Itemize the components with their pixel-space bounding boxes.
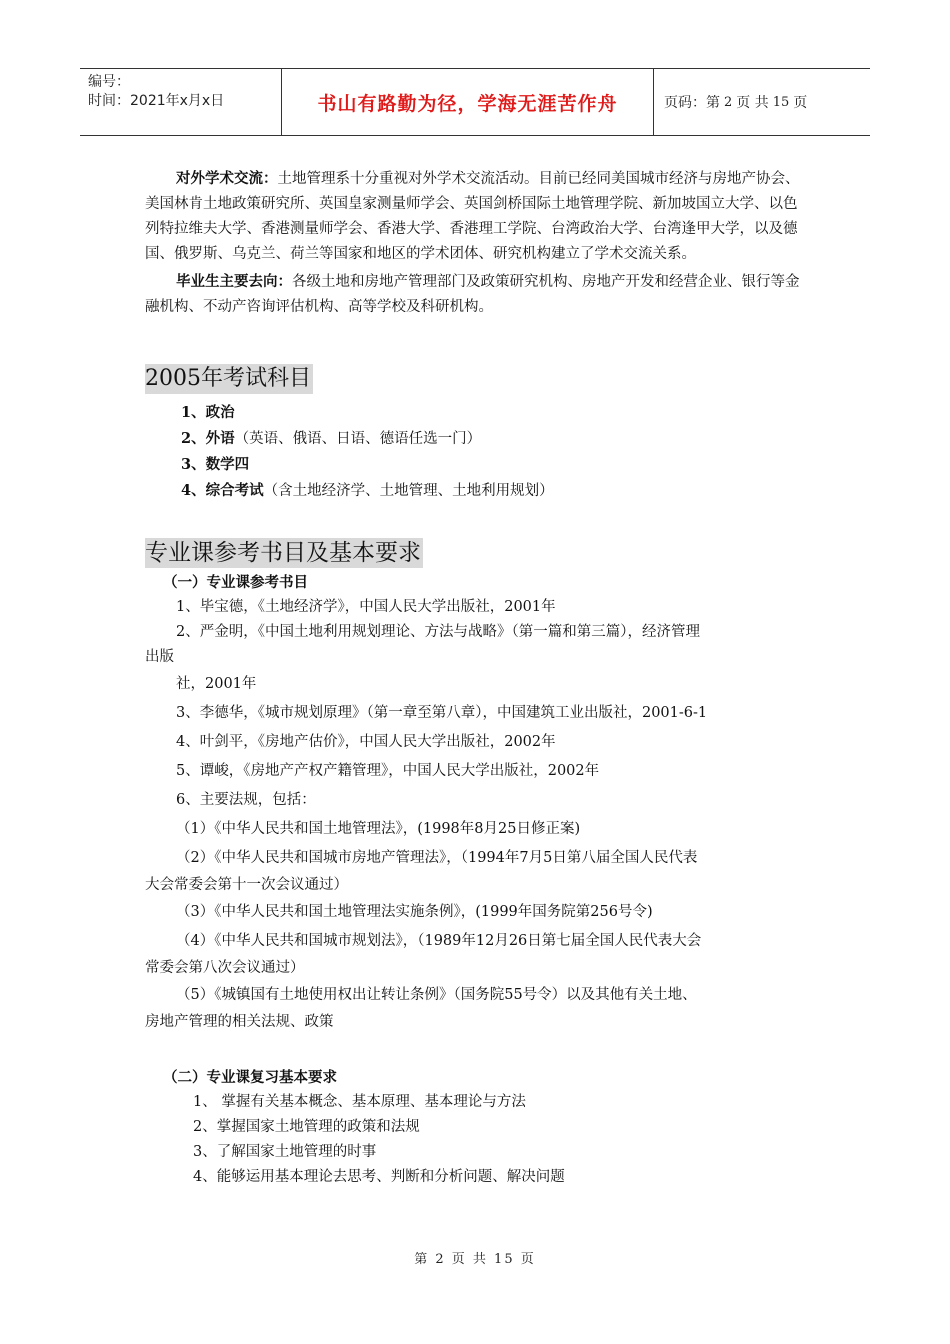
book-item: 1、毕宝德，《土地经济学》，中国人民大学出版社，2001年 [176,599,556,615]
law-item: （5）《城镇国有土地使用权出让转让条例》（国务院55号令）以及其他有关土地、 [176,987,697,1003]
exam-item-note: （英语、俄语、日语、德语任选一门） [234,431,482,447]
law-item-continued: 房地产管理的相关法规、政策 [145,1014,334,1030]
book-item: 5、谭峻，《房地产产权产籍管理》，中国人民大学出版社，2002年 [176,763,600,779]
law-item: （1）《中华人民共和国土地管理法》，(1998年8月25日修正案) [176,821,581,837]
graduates-title: 毕业生主要去向： [176,273,292,290]
number-label: 编号： [88,74,130,90]
exam-item [145,452,810,478]
requirements-list [145,1090,810,1190]
exam-item-label: 3、数学四 [181,456,250,473]
law-item: （2）《中华人民共和国城市房地产管理法》，（1994年7月5日第八届全国人民代表 [176,850,698,866]
book-item: 2、严金明，《中国土地利用规划理论、方法与战略》（第一篇和第三篇），经济管理 [176,624,700,640]
exam-list [145,400,810,504]
book-item-continued: 社，2001年 [176,676,257,692]
exam-item [145,426,810,452]
document-header [80,68,870,136]
law-item: （3）《中华人民共和国土地管理法实施条例》，(1999年国务院第256号令) [176,904,653,920]
page-total: 15 [772,94,790,110]
requirements-subheading: （二）专业课复习基本要求 [163,1069,337,1086]
header-page-info [654,69,870,135]
book-item: 6、主要法规，包括： [176,792,316,808]
exam-heading: 2005年考试科目 [145,364,313,394]
page-body [145,166,810,1190]
books-heading: 专业课参考书目及基本要求 [145,540,421,566]
page-suffix: 页 [793,95,808,111]
exchange-paragraph [145,166,810,267]
requirement-item: 3、了解国家土地管理的时事 [193,1144,377,1160]
law-item: （4）《中华人民共和国城市规划法》，（1989年12月26日第七届全国人民代表大会 [176,933,702,949]
exam-item-label: 1、政治 [181,404,235,421]
exchange-title: 对外学术交流： [176,170,278,187]
exam-item-note: （含土地经济学、土地管理、土地利用规划） [263,483,554,499]
exam-item-label: 2、外语 [181,430,235,447]
reference-book-list [145,595,810,1035]
book-item: 3、李德华，《城市规划原理》（第一章至第八章），中国建筑工业出版社，2001-6-1 [176,705,708,721]
graduates-text: 各级土地和房地产管理部门及政策研究机构、房地产开发和经营企业、银行等金融机构、不动产咨询评估机构、高等学校及科研机构。 [145,274,800,315]
header-motto: 书山有路勤为径，学海无涯苦作舟 [282,69,654,135]
graduates-paragraph [145,269,810,320]
requirement-item: 1、 掌握有关基本概念、基本原理、基本理论与方法 [193,1094,526,1110]
law-item-continued: 大会常委会第十一次会议通过） [145,877,348,893]
page-mid: 页 共 [736,95,769,111]
book-item-continued: 出版 [145,649,174,665]
books-subheading: （一）专业课参考书目 [163,574,308,591]
exchange-text: 土地管理系十分重视对外学术交流活动。目前已经同美国城市经济与房地产协会、美国林肯土地政策研究所、英国皇家测量师学会、英国剑桥国际土地管理学院、新加坡国立大学、以色列特拉维夫大学、香港测量师学会、香港大学、香港理工学院、台湾政治大学、台湾逢甲大学，以及德国、俄罗斯、乌克兰、荷兰等国家和地区的学术团体、研究机构建立了学术交流关系。 [145,171,800,262]
page-prefix: 页码：第 [664,95,720,111]
book-item: 4、叶剑平，《房地产估价》，中国人民大学出版社，2002年 [176,734,556,750]
exam-item [145,400,810,426]
page-footer: 第 2 页 共 15 页 [414,1252,536,1267]
exam-item [145,478,810,504]
header-meta [80,69,282,135]
law-item-continued: 常委会第八次会议通过） [145,960,305,976]
requirement-item: 4、能够运用基本理论去思考、判断和分析问题、解决问题 [193,1169,565,1185]
requirement-item: 2、掌握国家土地管理的政策和法规 [193,1119,420,1135]
exam-item-label: 4、综合考试 [181,482,264,499]
time-label: 时间：2021年x月x日 [88,93,225,109]
page-current: 2 [724,94,733,110]
